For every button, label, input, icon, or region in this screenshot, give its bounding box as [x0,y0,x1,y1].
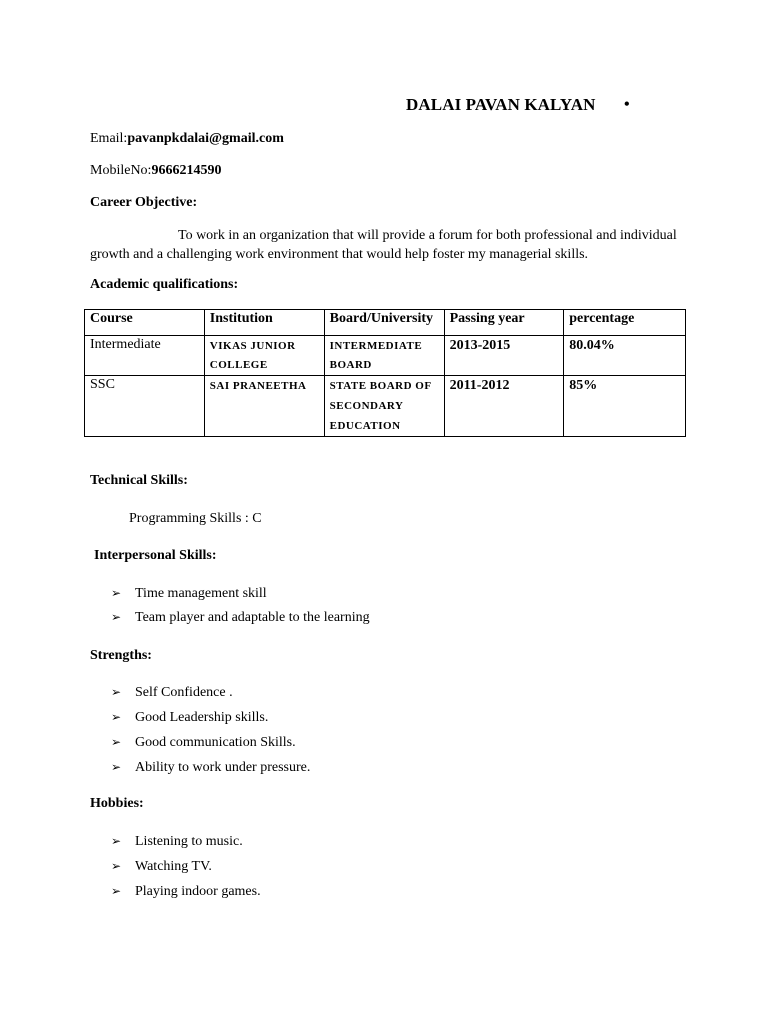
col-header-course: Course [85,310,205,336]
programming-skills: Programming Skills : C [129,511,262,526]
technical-skills-heading: Technical Skills: [90,473,188,488]
email-line [90,131,284,147]
cell-course: SSC [85,376,205,437]
mobile-value: 9666214590 [151,163,222,178]
arrow-bullet-icon: ➢ [111,685,122,699]
academic-heading: Academic qualifications: [90,277,239,292]
cell-percentage: 85% [564,376,686,437]
cell-board: STATE BOARD OF SECONDARY EDUCATION [324,376,444,437]
table-row [85,336,686,376]
strengths-heading: Strengths: [90,648,152,663]
cell-institution: VIKAS JUNIOR COLLEGE [204,336,324,376]
arrow-bullet-icon: ➢ [111,760,122,774]
mobile-label: MobileNo: [90,163,152,178]
arrow-bullet-icon: ➢ [111,586,122,600]
list-item: ➢ Ability to work under pressure. [111,760,311,775]
arrow-bullet-icon: ➢ [111,735,122,749]
col-header-institution: Institution [204,310,324,336]
list-item: ➢ Time management skill [111,586,267,601]
email-value: pavanpkdalai@gmail.com [127,131,284,146]
col-header-percentage: percentage [564,310,686,336]
academic-table [84,309,686,437]
interpersonal-heading: Interpersonal Skills: [94,548,217,563]
list-item: ➢ Good Leadership skills. [111,710,269,725]
col-header-board: Board/University [324,310,444,336]
arrow-bullet-icon: ➢ [111,710,122,724]
bullet-dot-icon: • [624,96,630,113]
hobbies-heading: Hobbies: [90,796,144,811]
cell-course: Intermediate [85,336,205,376]
col-header-year: Passing year [444,310,564,336]
cell-percentage: 80.04% [564,336,686,376]
career-objective-heading: Career Objective: [90,195,198,210]
cell-board: INTERMEDIATE BOARD [324,336,444,376]
list-item: ➢ Good communication Skills. [111,735,296,750]
mobile-line [90,163,221,179]
arrow-bullet-icon: ➢ [111,834,122,848]
cell-year: 2011-2012 [444,376,564,437]
career-objective-text [90,226,690,264]
arrow-bullet-icon: ➢ [111,610,122,624]
cell-institution: SAI PRANEETHA [204,376,324,437]
list-item: ➢ Team player and adaptable to the learning [111,610,370,625]
list-item: ➢ Listening to music. [111,834,243,849]
arrow-bullet-icon: ➢ [111,884,122,898]
table-header-row [85,310,686,336]
resume-name: DALAI PAVAN KALYAN [406,95,596,114]
table-row [85,376,686,437]
career-objective-body: To work in an organization that will provide a forum for both professional and individual growth and a challenging work environment that would help foster my managerial skills. [90,228,677,262]
list-item: ➢ Watching TV. [111,859,212,874]
cell-year: 2013-2015 [444,336,564,376]
list-item: ➢ Self Confidence . [111,685,233,700]
list-item: ➢ Playing indoor games. [111,884,261,899]
email-label: Email: [90,131,128,146]
arrow-bullet-icon: ➢ [111,859,122,873]
